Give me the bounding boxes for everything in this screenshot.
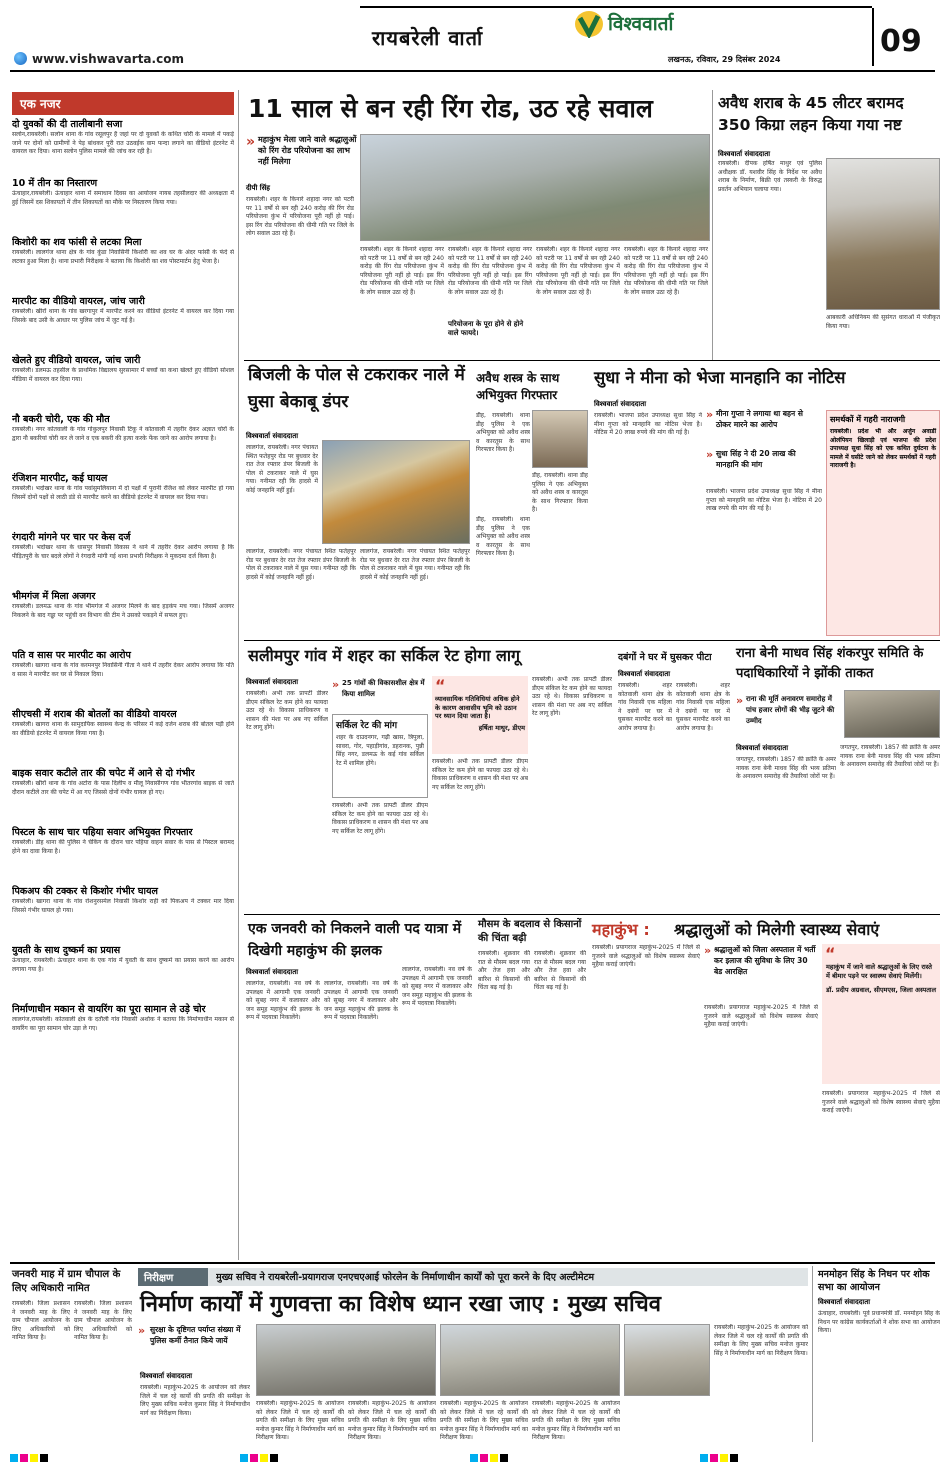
nirikshan-body-col5: रायबरेली। महाकुंभ-2025 के आयोजन को लेकर जिले में चल रहे कार्यों की प्रगति की समीक्षा के लिए मुख्य सचिव मनोज कुमार सिंह ने निर्माणाधीन मार्ग का निरीक्षण किया। bbox=[532, 1400, 620, 1440]
ek-nazar-column bbox=[12, 92, 234, 1260]
brief-headline: मारपीट का वीडियो वायरल, जांच जारी bbox=[12, 296, 145, 307]
brief-body: सलोन,रायबरेली। सलोन थाना के गांव रसूलपुर है जहां पर दो युवकों के कथित चोरी के मामले में पकड़े जाने पर दोनों को ग्रामीणों ने पेड़ बांधकर पूरी रात उठवईक वाम फन्दा लगाने का वीडियो इंटरनेट में वायरल कर दिया। थाना सलोन पुलिस मामले की जांच कर रही है। bbox=[12, 131, 234, 155]
jan-headline: जनवरी माह में ग्राम चौपाल के लिए अधिकारी नामित bbox=[12, 1269, 121, 1294]
brief-headline: भीमगंज में मिला अजगर bbox=[12, 591, 96, 602]
rana-quote-mark: » bbox=[736, 694, 744, 707]
row3-rule bbox=[244, 914, 940, 915]
nirikshan-photo-2 bbox=[440, 1324, 620, 1396]
arms-headline: अवैध शस्त्र के साथ अभियुक्त गिरफ्तार bbox=[476, 371, 560, 402]
mausam-body-col1: रायबरेली। शुक्रवार की रात से मौसम बदल गया और तेज हवा और बारिश से किसानों की चिंता बढ़ गई है। bbox=[478, 950, 530, 991]
mausam-body-col2: रायबरेली। शुक्रवार की रात से मौसम बदल गया और तेज हवा और बारिश से किसानों की चिंता बढ़ गई है। bbox=[534, 950, 586, 991]
swasthya-quote2-box bbox=[822, 944, 940, 1084]
brief-item bbox=[12, 650, 234, 706]
brief-item bbox=[12, 414, 234, 470]
brief-item bbox=[12, 886, 234, 942]
brief-headline: सीएचसी में शराब की बोतलों का वीडियो वायरल bbox=[12, 709, 177, 720]
brief-item bbox=[12, 296, 234, 352]
yatra-body-col1: लालगंज, रायबरेली। नव वर्ष के उपलक्ष्य में आगामी एक जनवरी को सुबह नगर में कलाकार और जन समूह महाकुंभ की झलक के रूप में पदयात्रा निकालेंगे। bbox=[246, 980, 320, 1021]
arms-photo bbox=[532, 410, 588, 468]
nirikshan-photo-1 bbox=[256, 1324, 436, 1396]
rana-body-col2: जगतपुर, रायबरेली। 1857 की क्रांति के अमर नायक राना बेनी माधव सिंह की भव्य प्रतिमा के अनावरण समारोह की तैयारियां जोरों पर हैं। bbox=[840, 744, 940, 768]
brief-headline: निर्माणाधीन मकान से वायरिंग का पूरा सामान ले उड़े चोर bbox=[12, 1004, 206, 1015]
lead-photo-caption: परियोजना के पूरा होने से होने वाले फायदे। bbox=[448, 320, 524, 337]
brief-body: रायबरेली। डीह थाना की पुलिस ने चेकिंग के दौरान चार पहिया वाहन सवार के पास से पिस्टल बरामद होने का दावा किया है। bbox=[12, 839, 234, 855]
salimpur-quote: 25 गांवों की विकासशील क्षेत्र में किया शामिल bbox=[342, 679, 425, 698]
ek-nazar-label: एक नजर bbox=[12, 92, 234, 115]
swasthya-quote2-mark: “ bbox=[825, 944, 836, 963]
swasthya-body-col3: रायबरेली। प्रयागराज महाकुंभ-2025 में जिले से गुजरने वाले श्रद्धालुओं को विशेष स्वास्थ्य सेवाएं मुहैया कराई जाएंगी। bbox=[822, 1090, 940, 1114]
dateline: लखनऊ, रविवार, 29 दिसंबर 2024 bbox=[668, 55, 781, 64]
sudha-quote-b-mark: » bbox=[706, 448, 714, 461]
brief-body: रायबरेली। खीरों थाना के गांव अटोरा के पास दिलीप व मीलू निवासीगण गांव भीतरगांव बाइक से जाते दौरान कटीले तार की चपेट में आ गए जिससे दोनों गंभीर घायल हो गए। bbox=[12, 780, 234, 796]
brief-body: रायबरेली। खागरा थाना के गांव रोशनुरसमेल निवासी किशोर राही को पिकअप ने टक्कर मार दिया जिससे गंभीर घायल हो गया। bbox=[12, 898, 234, 914]
jan-body-col1: रायबरेली। जिला प्रशासन ने जनवरी माह के लिए ग्राम चौपाल आयोजन के लिए अधिकारियों को नामित किया है। bbox=[12, 1300, 70, 1341]
brief-body: ऊंचाहार,रायबरेली। ऊंचाहार थाना में समाधान दिवस का आयोजन नायब तहसीलदार की अध्यक्षता में हुई जिसमें दस शिकायतों में तीन शिकायतों का मौके पर निस्तारण किया गया। bbox=[12, 190, 234, 206]
print-registration-marks bbox=[10, 1450, 935, 1464]
brief-headline: युवती के साथ दुष्कर्म का प्रयास bbox=[12, 945, 121, 956]
brief-body: रायबरेली। भदोखर थाना के धासपुर निवासी विकास ने थाने में तहरीर देकर आरोप लगाया है कि पीड़ितपुरी के चार बदले लोगों ने रंगदारी मांगी गई थाना प्रभारी निरीक्षक ने मुकदमा दर्ज किया है। bbox=[12, 544, 234, 560]
lead-photo bbox=[360, 134, 710, 241]
row2-rule bbox=[244, 640, 940, 641]
nirikshan-body-col4: रायबरेली। महाकुंभ-2025 के आयोजन को लेकर जिले में चल रहे कार्यों की प्रगति की समीक्षा के लिए मुख्य सचिव मनोज कुमार सिंह ने निर्माणाधीन मार्ग का निरीक्षण किया। bbox=[440, 1400, 528, 1440]
nirikshan-byline: विश्ववार्ता संवाददाता bbox=[140, 1372, 193, 1380]
salimpur-box bbox=[332, 714, 428, 798]
nirikshan-body-col1: रायबरेली। महाकुंभ-2025 के आयोजन को लेकर जिले में चल रहे कार्यों की प्रगति की समीक्षा के लिए मुख्य सचिव मनोज कुमार सिंह ने निर्माणाधीन मार्ग का निरीक्षण किया। bbox=[140, 1384, 250, 1417]
lead-byline: दीपी सिंह bbox=[246, 184, 271, 192]
brief-headline: रंजिशन मारपीट, कई घायल bbox=[12, 473, 108, 484]
nirikshan-body-col6: रायबरेली। महाकुंभ-2025 के आयोजन को लेकर जिले में चल रहे कार्यों की प्रगति की समीक्षा के लिए मुख्य सचिव मनोज कुमार सिंह ने निर्माणाधीन मार्ग का निरीक्षण किया। bbox=[714, 1324, 808, 1357]
masthead bbox=[0, 0, 945, 72]
rana-photo bbox=[844, 690, 940, 738]
brief-item bbox=[12, 178, 234, 234]
manmohan-divider bbox=[812, 1266, 813, 1442]
nirikshan-headline: निर्माण कार्यों में गुणवत्ता का विशेष ध्यान रखा जाए : मुख्य सचिव bbox=[140, 1292, 661, 1317]
bijli-headline: बिजली के पोल से टकराकर नाले में घुसा बेकाबू डंपर bbox=[248, 365, 465, 412]
website-link[interactable]: www.vishwavarta.com bbox=[32, 52, 184, 66]
lead-body-col2: रायबरेली। शहर के किनारे शहादा नगर को पटरी पर 11 वर्षों से बन रही 240 करोड़ की रिंग रोड परियोजना कुंभ में परियोजना पूरी नहीं हो पाई। इस रिंग रोड परियोजना की धीमी गति पर जिले के लोग सवाल उठा रहे हैं। bbox=[360, 246, 444, 296]
brief-item bbox=[12, 591, 234, 647]
salimpur-quote2: व्यावसायिक गतिविधियां अधिक होने के कारण आवासीय भूमि को उठान पर ध्यान दिया जाता है। bbox=[435, 695, 520, 720]
brief-headline: दो युवकों की दी तालीबानी सजा bbox=[12, 119, 123, 130]
yatra-body-col2: लालगंज, रायबरेली। नव वर्ष के उपलक्ष्य में आगामी एक जनवरी को सुबह नगर में कलाकार और जन समूह महाकुंभ की झलक के रूप में पदयात्रा निकालेंगे। bbox=[324, 980, 398, 1021]
brief-headline: रंगदारी मांगने पर चार पर केस दर्ज bbox=[12, 532, 131, 543]
lead-body-col1: रायबरेली। शहर के किनारे शहादा नगर को पटरी पर 11 वर्षों से बन रही 240 करोड़ की रिंग रोड परियोजना कुंभ में परियोजना पूरी नहीं हो पाई। इस रिंग रोड परियोजना की धीमी गति पर जिले के लोग सवाल उठा रहे हैं। bbox=[246, 196, 354, 237]
swasthya-quote-mark: » bbox=[704, 944, 712, 957]
salimpur-body-col3: रायबरेली। अभी तक प्रापर्टी डीलर डीएम संकिल रेट कम होने का फायदा उठा रहे थे। विकास प्राधिकरण व शासन की मंशा पर अब नए सर्किल रेट लागू होंगे। bbox=[432, 758, 528, 791]
arms-body-col3: डीह, रायबरेली। थाना डीह पुलिस ने एक अभियुक्त को अवैध शस्त्र व कारतूस के साथ गिरफ्तार किया है। bbox=[476, 516, 530, 557]
bijli-body-col3: लालगंज, रायबरेली। नगर पंचायत स्थित फतेहपुर रोड पर बुधवार देर रात तेज रफ्तार डंपर बिजली के पोल से टकराकर नाले में घुस गया। गनीमत रही कि हादसे में कोई जनहानि नहीं हुई। bbox=[360, 548, 470, 581]
jan-body-col2: रायबरेली। जिला प्रशासन ने जनवरी माह के लिए ग्राम चौपाल आयोजन के लिए अधिकारियों को नामित किया है। bbox=[74, 1300, 132, 1341]
sharab-photo bbox=[826, 158, 940, 310]
swasthya-label: महाकुंभ : bbox=[592, 920, 650, 939]
arms-body-col2: डीह, रायबरेली। थाना डीह पुलिस ने एक अभियुक्त को अवैध शस्त्र व कारतूस के साथ गिरफ्तार किया है। bbox=[532, 472, 588, 513]
brief-headline: नौ बकरी चोरी, एक की मौत bbox=[12, 414, 110, 425]
nirikshan-label: निरीक्षण bbox=[138, 1268, 208, 1286]
manmohan-body: ऊंचाहार, रायबरेली। पूर्व प्रधानमंत्री डॉ. मनमोहन सिंह के निधन पर कांग्रेस कार्यकर्ताओं ने शोक सभा का आयोजन किया। bbox=[818, 1310, 940, 1334]
brand-logo-icon bbox=[574, 10, 604, 38]
manmohan-headline: मनमोहन सिंह के निधन पर शोक सभा का आयोजन bbox=[818, 1269, 930, 1293]
nirikshan-kicker: मुख्य सचिव ने रायबरेली-प्रयागराज एनएचएआई फोरलेन के निर्माणाधीन कार्यों को पूरा करने के दिए अल्टीमेटम bbox=[216, 1272, 595, 1283]
brief-item bbox=[12, 768, 234, 824]
sharab-body: रायबरेली। दीपक हर्षित माथुर एवं पुलिस अधीक्षक डॉ. यशवीर सिंह के निर्देश पर अवैध शराब के निर्माण, बिक्री एवं तस्करी के विरुद्ध प्रवर्तन अभियान चलाया गया। bbox=[718, 160, 822, 193]
bijli-body-col1: लालगंज, रायबरेली। नगर पंचायत स्थित फतेहपुर रोड पर बुधवार देर रात तेज रफ्तार डंपर बिजली के पोल से टकराकर नाले में घुस गया। गनीमत रही कि हादसे में कोई जनहानि नहीं हुई। bbox=[246, 444, 318, 494]
salimpur-quote-mark: » bbox=[332, 678, 340, 691]
salimpur-quote2-by: हर्षिता माथुर, डीएम bbox=[478, 723, 525, 732]
dabang-body-col2: रायबरेली। शहर कोतवाली थाना क्षेत्र के गांव निवासी एक महिला ने दबंगों पर घर में घुसकर मारपीट करने का आरोप लगाया है। bbox=[676, 682, 730, 732]
dabang-byline: विश्ववार्ता संवाददाता bbox=[618, 670, 671, 678]
arms-body-col1: डीह, रायबरेली। थाना डीह पुलिस ने एक अभियुक्त को अवैध शस्त्र व कारतूस के साथ गिरफ्तार किया है। bbox=[476, 412, 530, 453]
yatra-body-col3: लालगंज, रायबरेली। नव वर्ष के उपलक्ष्य में आगामी एक जनवरी को सुबह नगर में कलाकार और जन समूह महाकुंभ की झलक के रूप में पदयात्रा निकालेंगे। bbox=[402, 966, 472, 1007]
bijli-body-col2: लालगंज, रायबरेली। नगर पंचायत स्थित फतेहपुर रोड पर बुधवार देर रात तेज रफ्तार डंपर बिजली के पोल से टकराकर नाले में घुस गया। गनीमत रही कि हादसे में कोई जनहानि नहीं हुई। bbox=[246, 548, 356, 581]
lead-pull-quote: महाकुंभ मेला जाने वाले श्रद्धालुओं को रिंग रोड परियोजना का लाभ नहीं मिलेगा bbox=[258, 135, 357, 166]
brief-item bbox=[12, 119, 234, 175]
page-number-divider bbox=[872, 8, 874, 66]
sudha-body-col2: रायबरेली। भाजपा प्रदेश उपाध्यक्ष सुधा सिंह ने मीना गुप्ता को मानहानि का नोटिस भेजा है। नोटिस में 20 लाख रुपये की मांग की गई है। bbox=[706, 488, 822, 512]
sudha-quote-a: मीना गुप्ता ने लगाया था बहन से ठोकर मारने का आरोप bbox=[716, 409, 803, 429]
sudha-quote-a-mark: » bbox=[706, 408, 714, 421]
brand-name: विश्ववार्ता bbox=[608, 13, 674, 35]
sudha-quote-b: सुधा सिंह ने दी 20 लाख की मानहानि की मांग bbox=[716, 449, 796, 469]
brief-item bbox=[12, 532, 234, 588]
brief-item bbox=[12, 945, 234, 1001]
sharab-byline: विश्ववार्ता संवाददाता bbox=[718, 150, 771, 158]
salimpur-body-col4: रायबरेली। अभी तक प्रापर्टी डीलर डीएम संकिल रेट कम होने का फायदा उठा रहे थे। विकास प्राधिकरण व शासन की मंशा पर अब नए सर्किल रेट लागू होंगे। bbox=[532, 676, 612, 717]
brief-item bbox=[12, 355, 234, 411]
brief-headline: पिकअप की टक्कर से किशोर गंभीर घायल bbox=[12, 886, 158, 897]
brief-body: रायबरेली। डलमऊ तहसील के प्राथमिक विद्यालय सुरसामार में बच्चों का कथा खेलते हुए वीडियो सोशल मीडिया में वायरल कर दिया गया। bbox=[12, 367, 234, 383]
yatra-headline: एक जनवरी को निकलने वाली पद यात्रा में दिखेगी महाकुंभ की झलक bbox=[248, 921, 462, 959]
brief-item bbox=[12, 709, 234, 765]
lead-body-col4: रायबरेली। शहर के किनारे शहादा नगर को पटरी पर 11 वर्षों से बन रही 240 करोड़ की रिंग रोड परियोजना कुंभ में परियोजना पूरी नहीं हो पाई। इस रिंग रोड परियोजना की धीमी गति पर जिले के लोग सवाल उठा रहे हैं। bbox=[536, 246, 620, 296]
salimpur-body-col1: रायबरेली। अभी तक प्रापर्टी डीलर डीएम संकिल रेट कम होने का फायदा उठा रहे थे। विकास प्राधिकरण व शासन की मंशा पर अब नए सर्किल रेट लागू होंगे। bbox=[246, 690, 328, 731]
brief-item bbox=[12, 237, 234, 293]
brief-body: रायबरेली। नगर कोतवाली के गांव गोकुलपुर निवासी टिंकू ने कोतवाली में तहरीर देकर अज्ञात चोरों के द्वारा नौ बकरियां चोरी कर ले जाने व एक बकरी की हत्या करके फेंक जाने का आरोप लगाया है। bbox=[12, 426, 234, 442]
brief-body: लालगंज,रायबरेली। कोतवाली क्षेत्र के दतौली गांव निवासी अशोक ने बताया कि निर्माणाधीन मकान से वायरिंग का पूरा सामान चोर उड़ा ले गए। bbox=[12, 1016, 234, 1032]
salimpur-byline: विश्ववार्ता संवाददाता bbox=[246, 678, 299, 686]
page-number: 09 bbox=[880, 24, 922, 59]
brief-body: ऊंचाहार, रायबरेली। ऊंचाहार थाना के एक गांव में युवती के साथ दुष्कर्म का प्रयास करने का आरोप लगाया गया है। bbox=[12, 957, 234, 973]
nirikshan-quote-mark: » bbox=[138, 1324, 146, 1337]
nirikshan-photo-3 bbox=[624, 1324, 710, 1396]
swasthya-headline: श्रद्धालुओं को मिलेगी स्वास्थ्य सेवाएं bbox=[674, 920, 880, 939]
swasthya-quote: श्रद्धालुओं को जिला अस्पताल में भर्ती कर इलाज की सुविधा के लिए 30 बेड आरक्षित bbox=[714, 945, 816, 976]
brief-item bbox=[12, 827, 234, 883]
nirikshan-quote: सुरक्षा के दृष्टिगत पर्याप्त संख्या में पुलिस कर्मी तैनात किये जायें bbox=[150, 1325, 241, 1345]
rana-quote: राना की मूर्ति अनावरण समारोह में पांच हजार लोगों की भीड़ जुटने की उम्मीद bbox=[746, 695, 835, 725]
brief-headline: पिस्टल के साथ चार पहिया सवार अभियुक्त गिरफ्तार bbox=[12, 827, 193, 838]
sudha-side-head: समर्थकों में गहरी नाराजगी bbox=[830, 415, 906, 424]
salimpur-headline: सलीमपुर गांव में शहर का सर्किल रेट होगा लागू bbox=[248, 646, 521, 665]
brief-list bbox=[12, 119, 234, 1060]
dabang-headline: दबंगों ने घर में घुसकर पीटा bbox=[618, 652, 712, 663]
sharab-caption: आबकारी अधिनियम की सुसंगत धाराओं में पंजीकृत किया गया। bbox=[826, 314, 940, 330]
lead-quote-mark: » bbox=[246, 134, 256, 150]
salimpur-quote2-box bbox=[432, 676, 528, 754]
salimpur-box-body: शहर के दाउदनगर, गढ़ी खास, त्रिपुला, सावरा, गोर, पहाड़ीगांव, डहरानक, पुन्नी सिंह नगर, डलमऊ के कई गांव सर्किल रेट में शामिल होंगे। bbox=[336, 734, 424, 767]
sharab-divider bbox=[712, 90, 713, 360]
lead-body-col5: रायबरेली। शहर के किनारे शहादा नगर को पटरी पर 11 वर्षों से बन रही 240 करोड़ की रिंग रोड परियोजना कुंभ में परियोजना पूरी नहीं हो पाई। इस रिंग रोड परियोजना की धीमी गति पर जिले के लोग सवाल उठा रहे हैं। bbox=[624, 246, 708, 296]
swasthya-body-col2: रायबरेली। प्रयागराज महाकुंभ-2025 में जिले से गुजरने वाले श्रद्धालुओं को विशेष स्वास्थ्य सेवाएं मुहैया कराई जाएंगी। bbox=[704, 1004, 818, 1028]
nirikshan-body-col2: रायबरेली। महाकुंभ-2025 के आयोजन को लेकर जिले में चल रहे कार्यों की प्रगति की समीक्षा के लिए मुख्य सचिव मनोज कुमार सिंह ने निर्माणाधीन मार्ग का निरीक्षण किया। bbox=[256, 1400, 344, 1440]
yatra-byline: विश्ववार्ता संवाददाता bbox=[246, 968, 299, 976]
sudha-body-col1: रायबरेली। भाजपा प्रदेश उपाध्यक्ष सुधा सिंह ने मीना गुप्ता को मानहानि का नोटिस भेजा है। नोटिस में 20 लाख रुपये की मांग की गई है। bbox=[594, 412, 702, 436]
sudha-side-body: रायबरेली। प्रदेश भी और अर्जुन अवार्डी ओलंपियन खिलाड़ी एवं भाजपा की प्रदेश उपाध्यक्ष सुधा सिंह को एक कथित दुर्घटना के मामले में घसीटे जाने को लेकर समर्थकों में गहरी नाराजगी है। bbox=[830, 428, 936, 469]
globe-icon bbox=[14, 52, 27, 65]
dabang-body-col1: रायबरेली। शहर कोतवाली थाना क्षेत्र के गांव निवासी एक महिला ने दबंगों पर घर में घुसकर मारपीट करने का आरोप लगाया है। bbox=[618, 682, 672, 732]
mausam-headline: मौसम के बदलाव से किसानों की चिंता बढ़ी bbox=[478, 919, 582, 944]
manmohan-byline: विश्ववार्ता संवाददाता bbox=[818, 1298, 871, 1306]
lead-body-col3: रायबरेली। शहर के किनारे शहादा नगर को पटरी पर 11 वर्षों से बन रही 240 करोड़ की रिंग रोड परियोजना कुंभ में परियोजना पूरी नहीं हो पाई। इस रिंग रोड परियोजना की धीमी गति पर जिले के लोग सवाल उठा रहे हैं। bbox=[448, 246, 532, 296]
left-column-divider bbox=[238, 90, 239, 1260]
swasthya-quote2: महाकुंभ में जाने वाले श्रद्धालुओं के लिए रास्ते में बीमार पड़ने पर स्वास्थ्य सेवाएं मिलेंगी। bbox=[826, 963, 932, 980]
brief-item bbox=[12, 473, 234, 529]
salimpur-box-head: सर्किल रेट की मांग bbox=[336, 721, 398, 731]
bottom-rule bbox=[10, 1262, 935, 1264]
brief-headline: खेलते हुए वीडियो वायरल, जांच जारी bbox=[12, 355, 141, 366]
brief-headline: किशोरी का शव फांसी से लटका मिला bbox=[12, 237, 142, 248]
brief-item bbox=[12, 1004, 234, 1060]
swasthya-quote2-by: डॉ. प्रदीप अग्रवाल, सीएमएस, जिला अस्पताल bbox=[826, 986, 936, 994]
sudha-byline: विश्ववार्ता संवाददाता bbox=[594, 400, 647, 408]
bijli-photo bbox=[322, 440, 470, 544]
nirikshan-body-col3: रायबरेली। महाकुंभ-2025 के आयोजन को लेकर जिले में चल रहे कार्यों की प्रगति की समीक्षा के लिए मुख्य सचिव मनोज कुमार सिंह ने निर्माणाधीन मार्ग का निरीक्षण किया। bbox=[348, 1400, 436, 1440]
section-title: रायबरेली वार्ता bbox=[372, 26, 484, 50]
sharab-headline: अवैध शराब के 45 लीटर बरामद 350 किग्रा लहन किया गया नष्ट bbox=[718, 94, 904, 134]
brief-body: रायबरेली। भदोखर थाना के गांव पवांसुमलियाना में दो पक्षों में पुरानी रंजिश को लेकर मारपीट हो गया जिसमें दोनों पक्षों से लाठी डंडे से मारपीट करने का वीडियो इंटरनेट में वायरल कर दिया गया। bbox=[12, 485, 234, 501]
rana-byline: विश्ववार्ता संवाददाता bbox=[736, 744, 789, 752]
lead-headline: 11 साल से बन रही रिंग रोड, उठ रहे सवाल bbox=[248, 94, 653, 123]
sudha-headline: सुधा ने मीना को भेजा मानहानि का नोटिस bbox=[594, 368, 846, 387]
sudha-sidebox bbox=[826, 410, 940, 636]
brief-headline: 10 में तीन का निस्तारण bbox=[12, 178, 98, 189]
swasthya-body-col1: रायबरेली। प्रयागराज महाकुंभ-2025 में जिले से गुजरने वाले श्रद्धालुओं को विशेष स्वास्थ्य सेवाएं मुहैया कराई जाएंगी। bbox=[592, 944, 700, 968]
brief-body: रायबरेली। लालगंज थाना क्षेत्र के गांव कुंडा निवासिनी किशोरी का शव घर के अंदर फांसी के फंदे से लटका हुआ मिला है। थाना प्रभारी निरीक्षक ने बताया कि किशोरी का शव पोस्टमार्टम हेतु भेजा है। bbox=[12, 249, 234, 265]
rana-body-col1: जगतपुर, रायबरेली। 1857 की क्रांति के अमर नायक राना बेनी माधव सिंह की भव्य प्रतिमा के अनावरण समारोह की तैयारियां जोरों पर हैं। bbox=[736, 756, 836, 780]
salimpur-body-col2: रायबरेली। अभी तक प्रापर्टी डीलर डीएम संकिल रेट कम होने का फायदा उठा रहे थे। विकास प्राधिकरण व शासन की मंशा पर अब नए सर्किल रेट लागू होंगे। bbox=[332, 802, 428, 835]
bijli-byline: विश्ववार्ता संवाददाता bbox=[246, 432, 299, 440]
brief-body: रायबरेली। डलमऊ थाना के गांव भीमगंज में अजगर मिलने के बाद हड़कंप मच गया। जिसमें अजगर निकलने के बाद गड्ढा पर पहुंची वन विभाग की टीम ने उसको पकड़ने में सफल हुए। bbox=[12, 603, 234, 619]
rana-headline: राना बेनी माधव सिंह शंकरपुर समिति के पदाधिकारियों ने झोंकी ताकत bbox=[736, 646, 924, 681]
brief-headline: पति व सास पर मारपीट का आरोप bbox=[12, 650, 131, 661]
brief-body: रायबरेली। खागरा थाना के सामुदायिक स्वास्थ्य केन्द्र के परिसर में कई दर्जन शराब की बोतल पड़ी होने का वीडियो इंटरनेट में वायरल किया गया है। bbox=[12, 721, 234, 737]
brief-body: रायबरेली। खीरों थाना के गांव खरगापुर में मारपीट करने का वीडियो इंटरनेट में वायरल कर दिया गया जिसके बाद उसी के आधार पर पुलिस जांच में जुट गई है। bbox=[12, 308, 234, 324]
masthead-top-rule bbox=[360, 6, 872, 8]
masthead-bottom-rule bbox=[10, 70, 935, 72]
brief-headline: बाइक सवार कटीले तार की चपेट में आने से दो गंभीर bbox=[12, 768, 195, 779]
brief-body: रायबरेली। खागरा थाना के गांव करमनपुर निवासिनी गीता ने थाने में तहरीर देकर आरोप लगाया कि पति व सास ने मारपीट कर घर से निकाल दिया। bbox=[12, 662, 234, 678]
salimpur-quote2-mark: “ bbox=[435, 676, 446, 695]
row1-rule bbox=[244, 360, 940, 361]
